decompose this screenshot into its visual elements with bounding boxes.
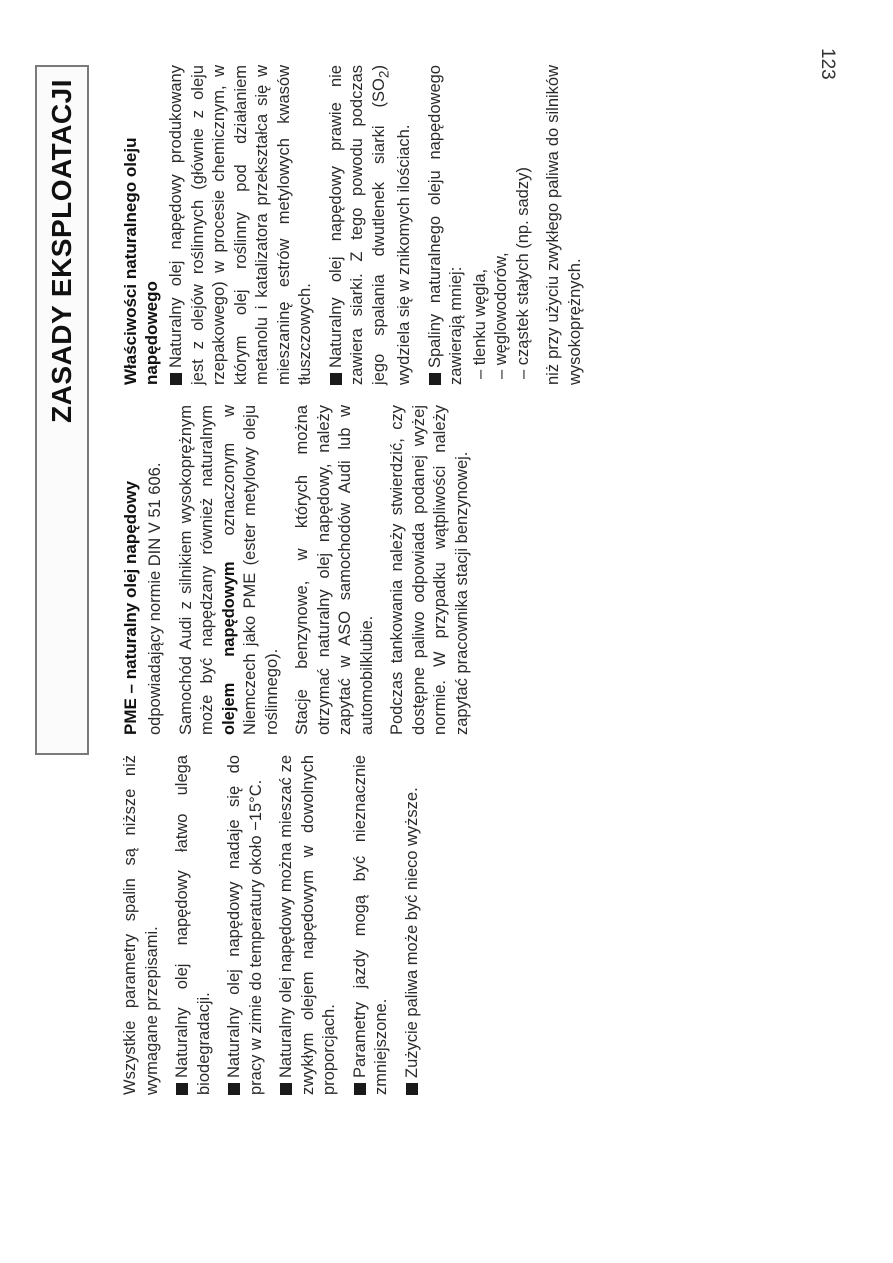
page-number: 123 [817,48,838,80]
bullet-text: Spaliny naturalnego oleju napędowego zawierają mniej: [425,65,466,385]
square-bullet-icon [354,1083,366,1095]
column-benefits [120,755,432,1095]
square-bullet-icon [228,1083,240,1095]
bullet-text: Zużycie paliwa może być nieco wyższe. [402,787,421,1078]
column-properties [120,65,595,385]
section-title: ZASADY EKSPLOATACJI [46,79,77,423]
bullet-text: Naturalny olej napędowy nadaje się do pracy w zimie do temperatury około −15°C. [225,755,265,1095]
bullet-text: ) wydziela się w znikomych ilościach. [369,65,414,385]
paragraph-norm: odpowiadający normie DIN V 51 606. [146,462,164,735]
heading-properties: Właściwości naturalnego oleju napędowego [121,137,161,385]
text-segment: Samochód Audi z silnikiem wysokoprężnym może być napędzany również naturalnym [176,405,216,735]
bullet-text: Parametry jazdy mogą być nieznacznie zmniejszone. [350,755,390,1095]
bold-term: olejem napędowym [219,561,238,735]
section-title-box [35,65,89,755]
bullet-exhaust [425,65,468,385]
square-bullet-icon [330,373,342,385]
heading-pme: PME – naturalny olej napędowy [121,480,140,735]
paragraph-parameters: Wszystkie parametry spalin są niższe niż wymagane przepisami. [121,755,161,1095]
bullet-text: Naturalny olej napędowy produkowany jest z olejów roślinnych (głównie z oleju rzepakowego) w procesie chemicznym, w którym olej roślinny pod działaniem metanolu i katalizatora przekształca się w mieszaninę estrów metylowych kwasów tłuszczowych. [167,65,314,385]
bullet-sulfur [326,65,416,385]
bullet-consumption [402,755,424,1095]
square-bullet-icon [170,373,182,385]
column-pme [120,405,482,735]
paragraph-comparison: niż przy użyciu zwykłego paliwa do silników wysokoprężnych. [544,65,584,385]
bullet-biodegradation [172,755,215,1095]
bullet-mixing [276,755,341,1095]
bullet-production [166,65,317,385]
square-bullet-icon [176,1083,188,1095]
paragraph-refueling: Podczas tankowania należy stwierdzić, czy dostępne paliwo odpowiada podanej wyżej normie. W przypadku wątpliwości należy zapytać pracownika stacji benzynowej. [388,405,471,735]
list-item: – tlenku węgla, [470,65,492,385]
square-bullet-icon [406,1083,418,1095]
paragraph-stations: Stacje benzynowe, w których można otrzymać naturalny olej napędowy, należy zapytać w ASO samochodów Audi lub w automobilklubie. [293,405,376,735]
emissions-list [470,65,535,385]
bullet-text: Naturalny olej napędowy łatwo ulega biodegradacji. [173,755,213,1095]
bullet-driving [350,755,393,1095]
bullet-text: Naturalny olej napędowy można mieszać ze zwykłym olejem napędowym w dowolnych proporcjach. [277,755,338,1095]
rotated-page-content [10,20,870,1255]
square-bullet-icon [429,373,441,385]
list-item: – węglowodorów, [491,65,513,385]
square-bullet-icon [280,1083,292,1095]
text-segment: oznaczonym w Niemczech jako PME (ester metylowy oleju roślinnego). [219,405,281,735]
paragraph-audi-engine [176,405,284,735]
bullet-winter [224,755,267,1095]
bullet-text: Naturalny olej napędowy prawie nie zawiera siarki. Z tego powodu podczas jego spalania dwutlenek siarki (SO [326,65,388,385]
list-item: – cząstek stałych (np. sadzy) [513,65,535,385]
subscript: 2 [375,70,391,79]
